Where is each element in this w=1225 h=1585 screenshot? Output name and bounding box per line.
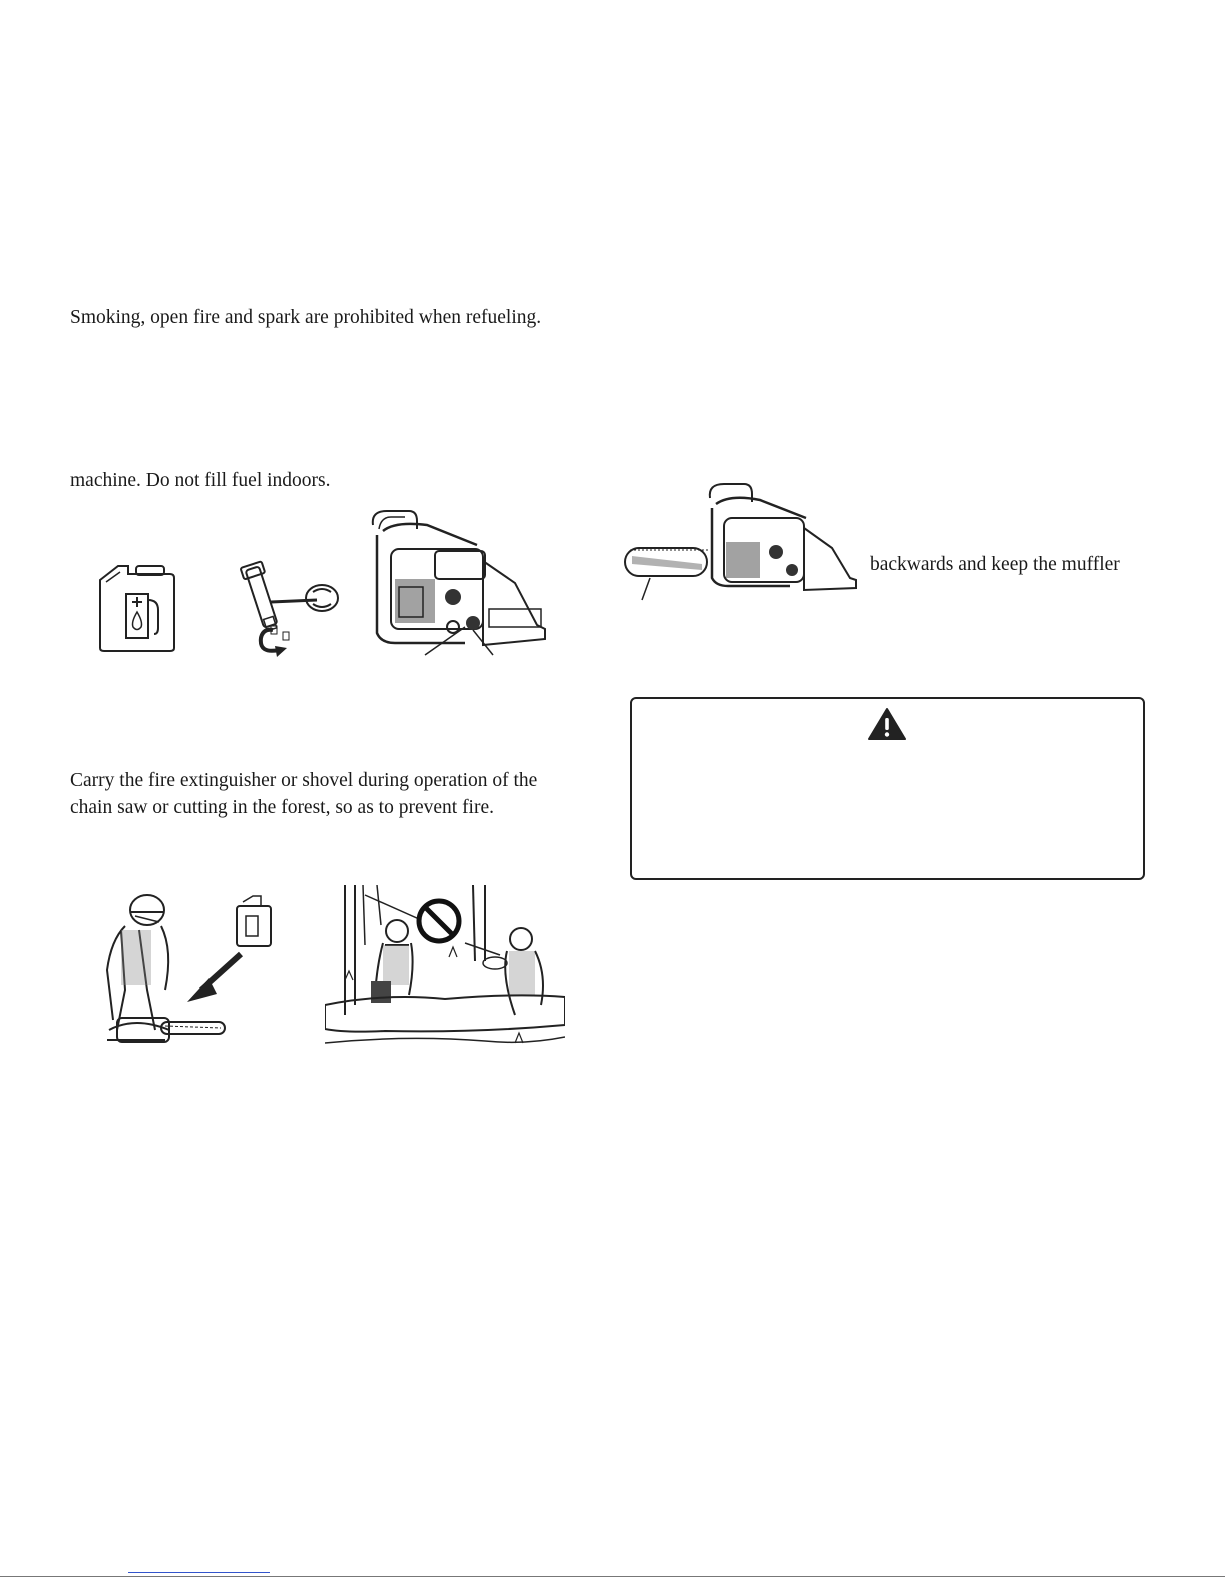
paragraph-extinguisher-line1: Carry the fire extinguisher or shovel during operation of the	[70, 770, 538, 791]
fuel-cap-wrench-figure	[235, 558, 350, 663]
forest-workers-illustration	[325, 885, 565, 1050]
paragraph-no-indoor-fueling: machine. Do not fill fuel indoors.	[70, 470, 331, 491]
fuel-cap-wrench-icon	[235, 558, 350, 663]
worker-with-chainsaw-illustration	[95, 890, 285, 1050]
fuel-can-icon	[92, 560, 182, 655]
forest-prohibited-figure	[325, 885, 565, 1050]
warning-box	[630, 697, 1145, 880]
paragraph-extinguisher-line2: chain saw or cutting in the forest, so as to prevent fire.	[70, 797, 495, 818]
fuel-can-figure	[92, 560, 182, 655]
prohibited-icon	[419, 901, 459, 941]
warning-triangle-icon	[867, 707, 907, 741]
paragraph-smoking-prohibited: Smoking, open fire and spark are prohibited when refueling.	[70, 307, 542, 328]
chainsaw-body-illustration	[365, 505, 555, 665]
footer-link-underline[interactable]	[128, 1572, 270, 1573]
page-bottom-rule	[0, 1576, 1225, 1577]
chainsaw-bar-removed-figure	[620, 478, 865, 603]
worker-refuel-distance-figure	[95, 890, 285, 1050]
paragraph-muffler: backwards and keep the muffler	[870, 554, 1120, 575]
chainsaw-with-bar-illustration	[620, 478, 865, 603]
chainsaw-body-figure	[365, 505, 555, 665]
